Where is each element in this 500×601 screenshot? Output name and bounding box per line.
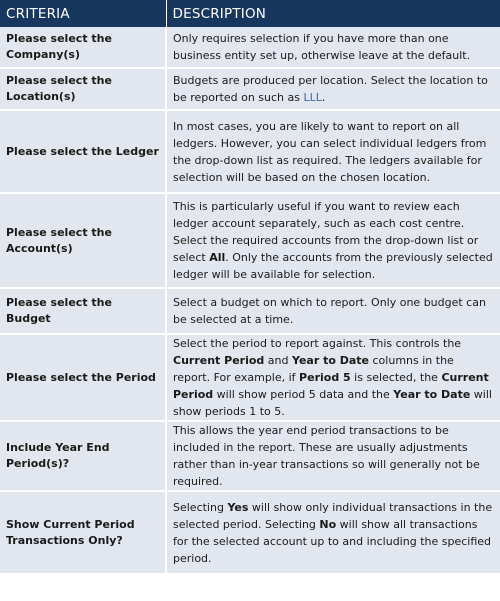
table-row (0, 68, 500, 110)
text-run: Budgets are produced per location. Select the location to be reported on such as (173, 74, 488, 104)
criteria-cell: Please select the Budget (0, 288, 166, 334)
bold-text: Year to Date (292, 354, 370, 367)
link-text[interactable]: LLL (303, 91, 322, 104)
text-run: This allows the year end period transactions to be included in the report. These are usually adjustments rather than in-year transactions so will generally not be required. (173, 424, 480, 488)
table-row (0, 27, 500, 68)
text-run: Selecting (173, 500, 228, 514)
table-row (0, 110, 500, 193)
criteria-cell: Please select the Account(s) (0, 193, 166, 288)
bold-text: Year to Date (393, 388, 471, 401)
criteria-cell: Please select the Ledger (0, 110, 166, 193)
description-cell (166, 491, 500, 574)
bold-text: All (209, 251, 226, 264)
criteria-cell: Please select the Location(s) (0, 68, 166, 110)
description-cell (166, 334, 500, 421)
bold-text: Yes (227, 500, 249, 514)
description-cell (166, 110, 500, 193)
description-column-header: DESCRIPTION (166, 0, 500, 27)
bold-text: Period 5 (299, 371, 351, 384)
text-run: will show all transactions for the selected account up to and including the specified period. (173, 517, 492, 565)
description-cell (166, 288, 500, 334)
criteria-cell: Please select the Company(s) (0, 27, 166, 68)
text-run: and (264, 354, 292, 367)
criteria-cell: Include Year End Period(s)? (0, 421, 166, 491)
table-row (0, 491, 500, 574)
description-cell (166, 193, 500, 288)
text-run: Select a budget on which to report. Only one budget can be selected at a time. (173, 296, 486, 326)
text-run: will show periods 1 to 5. (173, 388, 492, 418)
criteria-column-header: CRITERIA (0, 0, 166, 27)
text-run: columns in the report. For example, if (173, 354, 454, 384)
text-run: . Only the accounts from the previously selected ledger will be available for selection. (173, 251, 493, 281)
text-run: Only requires selection if you have more than one business entity set up, otherwise leave at the default. (173, 32, 471, 62)
text-run: Select the period to report against. This controls the (173, 337, 462, 350)
description-cell (166, 68, 500, 110)
header-row (0, 0, 500, 27)
table-row (0, 288, 500, 334)
text-run: will show only individual transactions in the selected period. Selecting (173, 500, 493, 531)
description-cell (166, 421, 500, 491)
text-run: . (321, 91, 326, 104)
text-run: will show period 5 data and the (213, 388, 394, 401)
text-run: This is particularly useful if you want to review each ledger account separately, such as each cost centre. Select the required accounts from the drop-down list or select (173, 200, 479, 264)
table-row (0, 334, 500, 421)
table-row (0, 193, 500, 288)
bold-text: Current Period (173, 371, 489, 401)
criteria-cell: Show Current Period Transactions Only? (0, 491, 166, 574)
bold-text: Current Period (173, 354, 265, 367)
text-run: is selected, the (350, 371, 442, 384)
text-run: In most cases, you are likely to want to report on all ledgers. However, you can select individual ledgers from the drop-down list as required. The ledgers available for selection will be based on the chosen location. (173, 119, 487, 184)
criteria-cell: Please select the Period (0, 334, 166, 421)
table-row (0, 421, 500, 491)
bold-text: No (319, 517, 337, 531)
description-cell (166, 27, 500, 68)
